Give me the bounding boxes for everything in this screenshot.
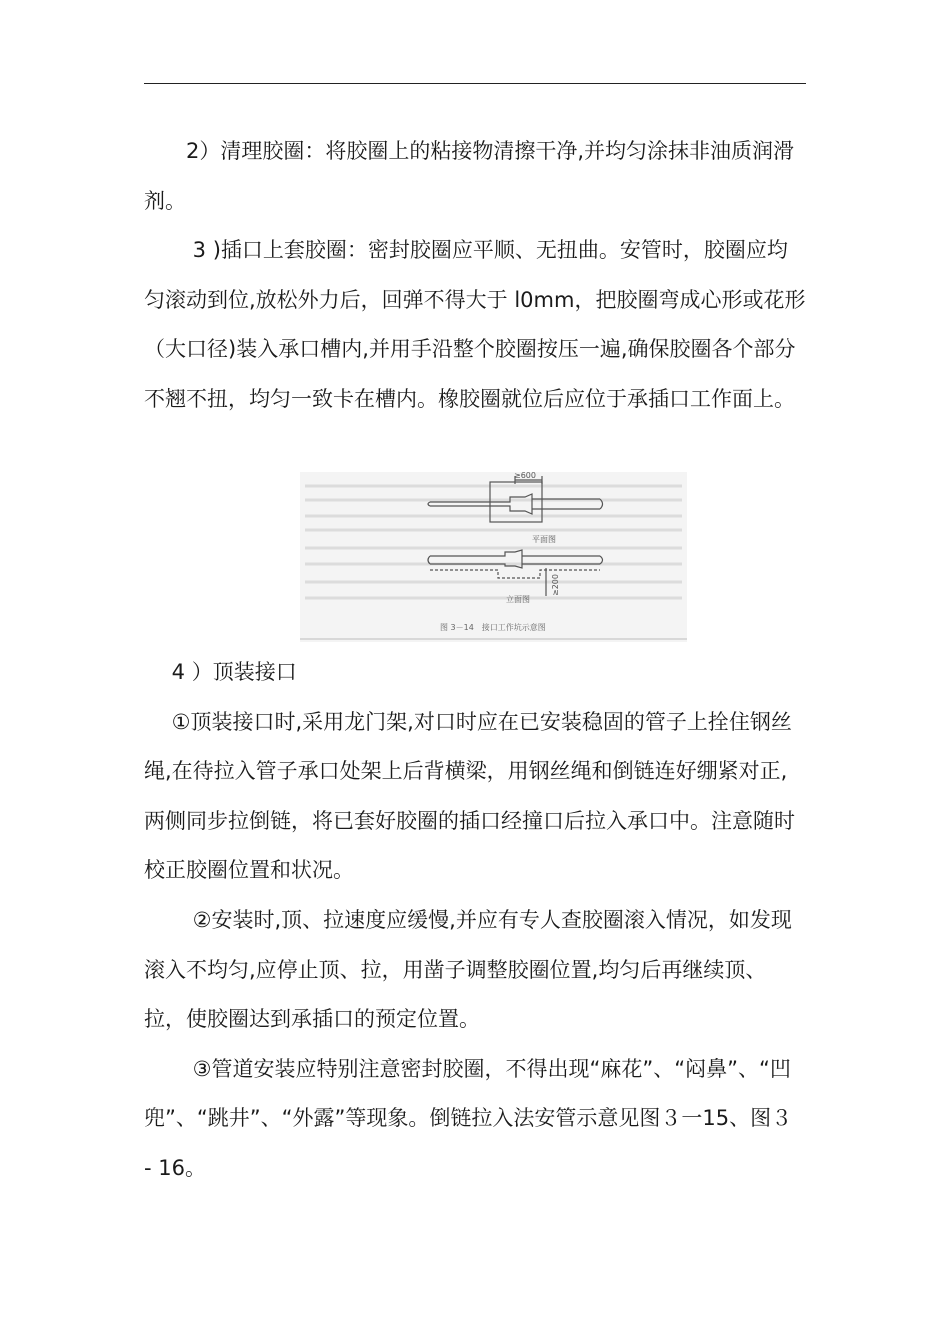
elev-pipe-end	[428, 556, 430, 564]
elev-dim-text: ≥200	[551, 574, 560, 596]
background-texture	[305, 486, 682, 598]
plan-label: 平面图	[532, 535, 556, 544]
paragraph-gantry: ①顶装接口时,采用龙门架,对口时应在已安装稳固的管子上拴住钢丝绳,在待拉入管子承口处架上后背横梁，用钢丝绳和倒链连好绷紧对正,两侧同步拉倒链，将已套好胶圈的插口经撞口后拉入承口中。注意随时校正胶圈位置和状况。	[144, 709, 795, 883]
elevation-view	[428, 550, 603, 596]
figure-caption: 图 3－14 接口工作坑示意图	[440, 623, 546, 632]
paragraph-fit-gasket: 3 )插口上套胶圈：密封胶圈应平顺、无扭曲。安管时，胶圈应均匀滚动到位,放松外力后，回弹不得大于 l0mm，把胶圈弯成心形或花形（大口径)装入承口槽内,并用手沿整个胶圈按压一遍,确保胶圈各个部分不翘不扭，均匀一致卡在槽内。橡胶圈就位后应位于承插口工作面上。	[144, 238, 806, 411]
paragraph-clean-gasket: 2）清理胶圈：将胶圈上的粘接物清擦干净,并均匀涂抹非油质润滑剂。	[144, 139, 795, 213]
plan-pipe-end	[428, 502, 430, 506]
plan-pipe-left	[430, 494, 532, 514]
paragraph-block-bottom	[144, 648, 806, 1194]
header-rule	[144, 83, 806, 84]
paragraph-gasket-defects: ③管道安装应特别注意密封胶圈，不得出现“麻花”、“闷鼻”、“凹兜”、“跳井”、“外露”等现象。倒链拉入法安管示意见图３一15、图３ - 16。	[144, 1056, 793, 1180]
paragraph-install-speed: ②安装时,顶、拉速度应缓慢,并应有专人查胶圈滚入情况，如发现滚入不均匀,应停止顶、拉，用凿子调整胶圈位置,均匀后再继续顶、拉，使胶圈达到承插口的预定位置。	[144, 907, 792, 1032]
elev-ground-line	[430, 570, 600, 578]
heading-top-joint: 4 ）顶装接口	[144, 660, 297, 684]
paragraph-block-top	[144, 127, 806, 425]
elev-label: 立面图	[506, 595, 530, 604]
plan-dim-text: ≥600	[514, 472, 536, 480]
pit-diagram-figure	[300, 472, 687, 642]
pit-diagram	[300, 472, 687, 642]
